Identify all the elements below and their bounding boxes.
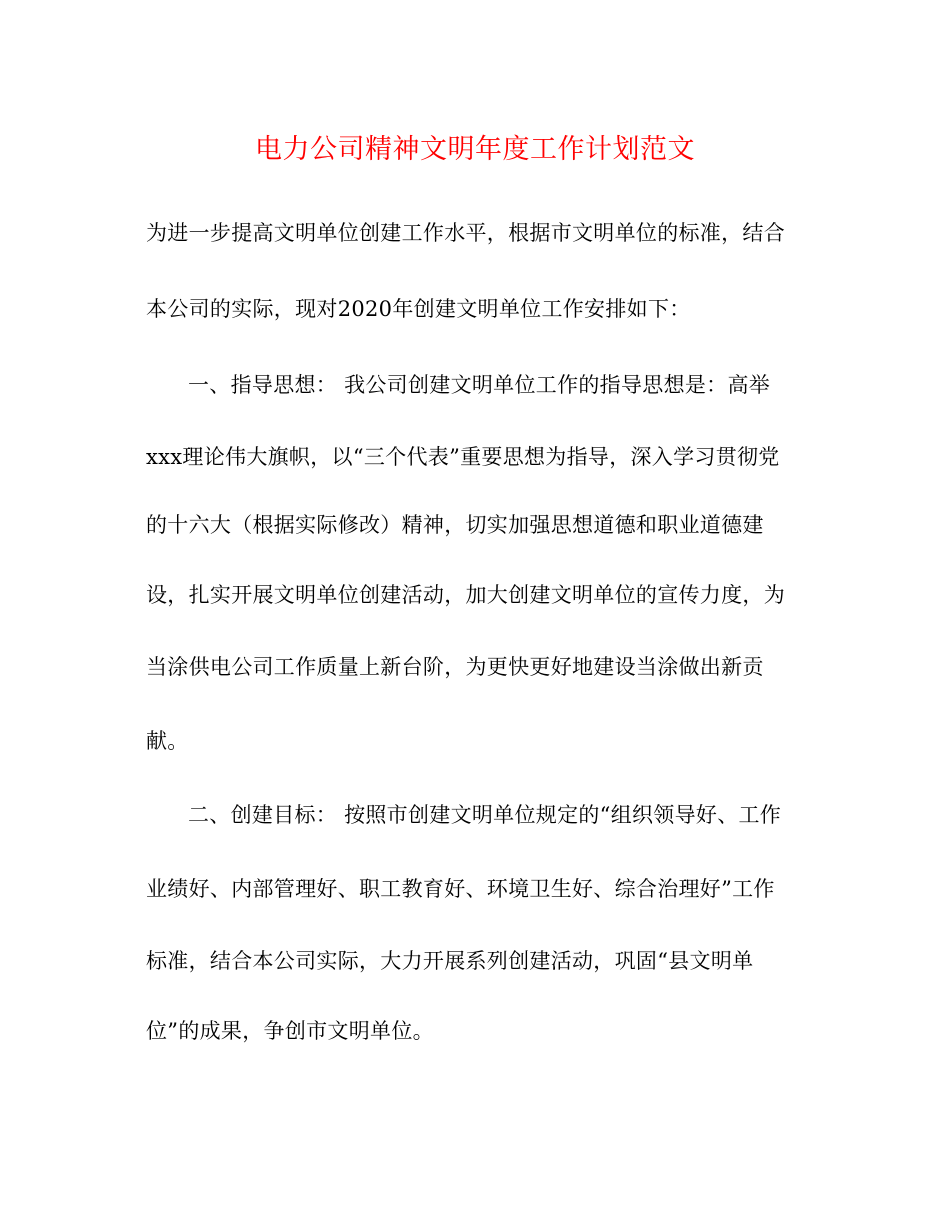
paragraph-line-1: 为进一步提高文明单位创建工作水平，根据市文明单位的标准，结合	[146, 221, 785, 245]
paragraph-line-3: 一、指导思想： 我公司创建文明单位工作的指导思想是：高举	[188, 373, 771, 397]
paragraph-line-10: 业绩好、内部管理好、职工教育好、环境卫生好、综合治理好”工作	[146, 877, 775, 901]
paragraph-line-8: 献。	[146, 729, 189, 753]
paragraph-line-9: 二、创建目标： 按照市创建文明单位规定的“组织领导好、工作	[188, 803, 782, 827]
paragraph-line-7: 当涂供电公司工作质量上新台阶，为更快更好地建设当涂做出新贡	[146, 655, 764, 679]
paragraph-line-5: 的十六大（根据实际修改）精神，切实加强思想道德和职业道德建	[146, 513, 764, 537]
paragraph-line-4: xxx理论伟大旗帜，以“三个代表”重要思想为指导，深入学习贯彻党	[146, 445, 780, 469]
paragraph-line-6: 设，扎实开展文明单位创建活动，加大创建文明单位的宣传力度，为	[146, 583, 785, 607]
paragraph-line-2: 本公司的实际，现对2020年创建文明单位工作安排如下：	[146, 297, 691, 321]
document-title: 电力公司精神文明年度工作计划范文	[255, 134, 695, 165]
paragraph-line-12: 位”的成果，争创市文明单位。	[146, 1019, 434, 1043]
paragraph-line-11: 标准，结合本公司实际，大力开展系列创建活动，巩固“县文明单	[146, 949, 754, 973]
